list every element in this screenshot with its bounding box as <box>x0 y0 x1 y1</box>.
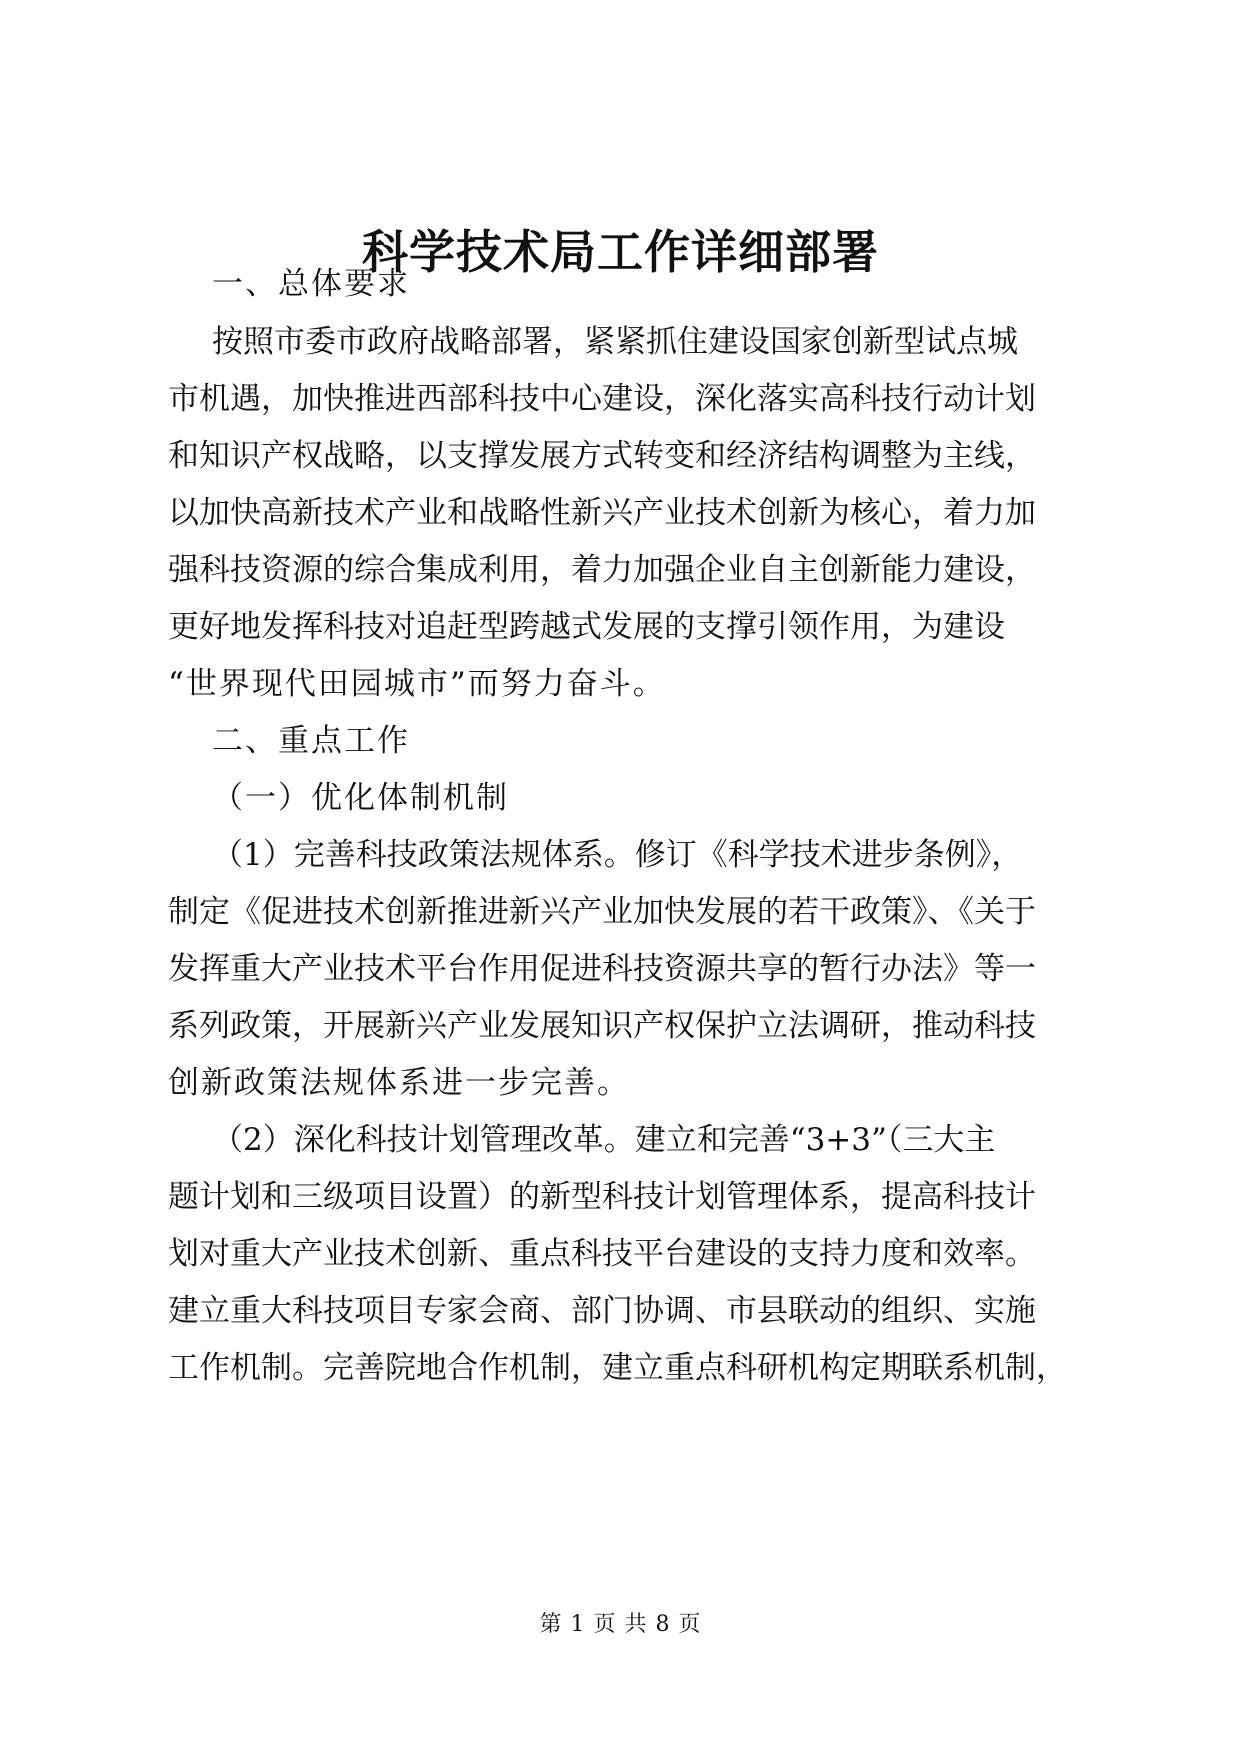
body-line: 划对重大产业技术创新、重点科技平台建设的支持力度和效率。 <box>168 1236 1036 1272</box>
body-line: 题计划和三级项目设置）的新型科技计划管理体系，提高科技计 <box>168 1179 1036 1215</box>
body-line: 创新政策法规体系进一步完善。 <box>168 1065 630 1101</box>
body-line: 和知识产权战略，以支撑发展方式转变和经济结构调整为主线， <box>168 438 1036 474</box>
body-line: 市机遇，加快推进西部科技中心建设，深化落实高科技行动计划 <box>168 381 1036 417</box>
body-line: 更好地发挥科技对追赶型跨越式发展的支撑引领作用，为建设 <box>168 609 1005 645</box>
document-title: 科学技术局工作详细部署 <box>362 225 879 279</box>
page-indicator: 第 1 页 共 8 页 <box>539 1612 702 1637</box>
body-line: 强科技资源的综合集成利用，着力加强企业自主创新能力建设， <box>168 552 1036 588</box>
body-line: 发挥重大产业技术平台作用促进科技资源共享的暂行办法》等一 <box>168 951 1036 987</box>
body-line: “世界现代田园城市”而努力奋斗。 <box>168 666 666 702</box>
body-line: 工作机制。完善院地合作机制，建立重点科研机构定期联系机制， <box>168 1350 1067 1386</box>
section-heading: 一、总体要求 <box>212 266 410 302</box>
body-line: （1）完善科技政策法规体系。修订《科学技术进步条例》， <box>212 837 1023 873</box>
body-line: 以加快高新技术产业和战略性新兴产业技术创新为核心，着力加 <box>168 495 1036 531</box>
subsection-heading: （一）优化体制机制 <box>212 780 509 816</box>
section-heading: 二、重点工作 <box>212 723 410 759</box>
body-line: 制定《促进技术创新推进新兴产业加快发展的若干政策》、《关于 <box>168 894 1036 930</box>
body-line: 按照市委市政府战略部署，紧紧抓住建设国家创新型试点城 <box>212 324 1018 360</box>
body-line: 系列政策，开展新兴产业发展知识产权保护立法调研，推动科技 <box>168 1008 1036 1044</box>
body-line: （2）深化科技计划管理改革。建立和完善“3+3”（三大主 <box>212 1122 996 1158</box>
body-line: 建立重大科技项目专家会商、部门协调、市县联动的组织、实施 <box>168 1293 1036 1329</box>
